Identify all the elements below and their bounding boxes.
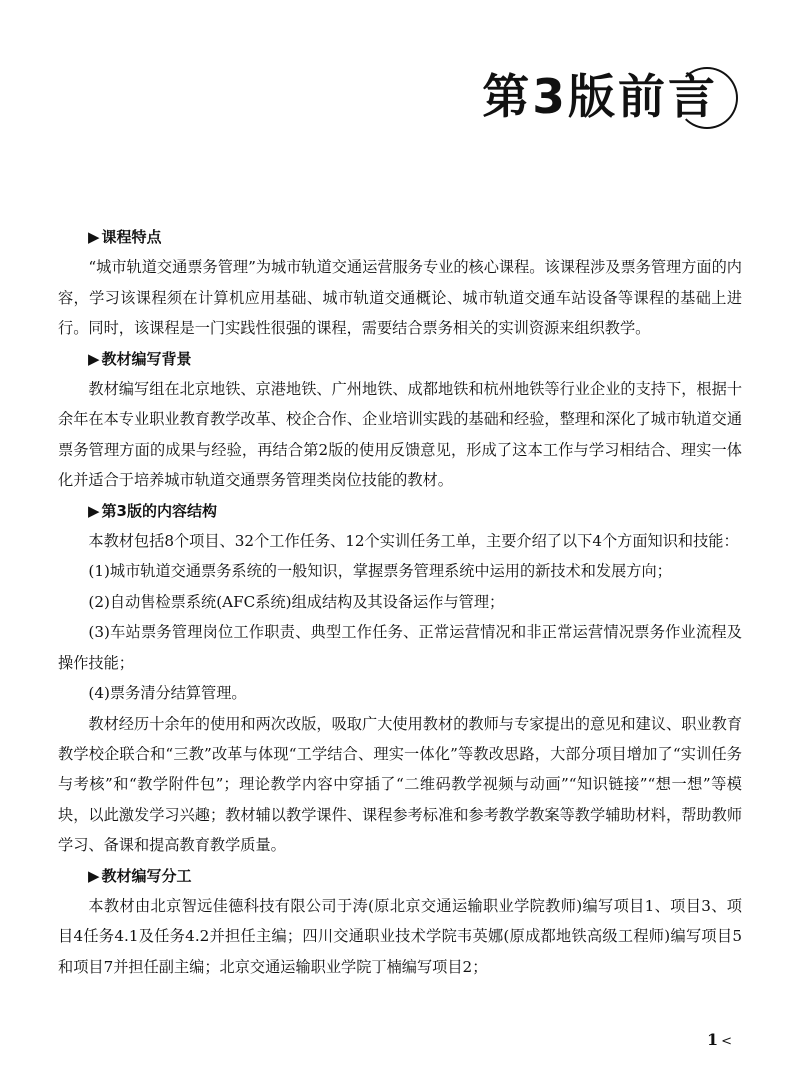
section-heading-text: 教材编写背景 bbox=[101, 349, 192, 368]
section-heading bbox=[58, 222, 742, 252]
triangle-bullet-icon: ▶ bbox=[88, 866, 100, 885]
paragraph: 教材编写组在北京地铁、京港地铁、广州地铁、成都地铁和杭州地铁等行业企业的支持下，根据十余年在本专业职业教育教学改革、校企合作、企业培训实践的基础和经验，整理和深化了城市轨道交通票务管理方面的成果与经验，再结合第2版的使用反馈意见，形成了这本工作与学习相结合、理实一体化并适合于培养城市轨道交通票务管理类岗位技能的教材。 bbox=[58, 380, 742, 490]
section-heading-text: 教材编写分工 bbox=[101, 866, 192, 885]
list-item: (3)车站票务管理岗位工作职责、典型工作任务、正常运营情况和非正常运营情况票务作业流程及操作技能； bbox=[58, 623, 742, 672]
paragraph: 本教材由北京智远佳德科技有限公司于涛(原北京交通运输职业学院教师)编写项目1、项目3、项目4任务4.1及任务4.2并担任主编；四川交通职业技术学院韦英娜(原成都地铁高级工程师)编写项目5和项目7并担任副主编；北京交通运输职业学院丁楠编写项目2； bbox=[58, 896, 742, 976]
main-content bbox=[58, 222, 742, 982]
title-block bbox=[482, 60, 732, 136]
section-heading-text: 课程特点 bbox=[101, 228, 162, 246]
title-arc-decoration bbox=[676, 67, 738, 129]
page-mark-icon: < bbox=[721, 1034, 732, 1049]
paragraph: “城市轨道交通票务管理”为城市轨道交通运营服务专业的核心课程。该课程涉及票务管理方面的内容，学习该课程须在计算机应用基础、城市轨道交通概论、城市轨道交通车站设备等课程的基础上进行。同时，该课程是一门实践性很强的课程，需要结合票务相关的实训资源来组织教学。 bbox=[58, 258, 742, 338]
section-authors bbox=[58, 861, 742, 983]
paragraph: 本教材包括8个项目、32个工作任务、12个实训任务工单，主要介绍了以下4个方面知识和技能： bbox=[88, 532, 739, 551]
page-number bbox=[707, 1030, 732, 1049]
triangle-bullet-icon: ▶ bbox=[88, 349, 100, 368]
section-course-features bbox=[58, 222, 742, 344]
section-writing-background bbox=[58, 344, 742, 496]
list-item: (2)自动售检票系统(AFC系统)组成结构及其设备运作与管理； bbox=[88, 592, 505, 611]
triangle-bullet-icon: ▶ bbox=[88, 501, 100, 520]
section-heading bbox=[58, 496, 742, 526]
triangle-bullet-icon: ▶ bbox=[88, 228, 100, 246]
section-heading-text: 第3版的内容结构 bbox=[101, 501, 217, 520]
list-item: (1)城市轨道交通票务系统的一般知识，掌握票务管理系统中运用的新技术和发展方向； bbox=[88, 562, 672, 581]
section-content-structure bbox=[58, 496, 742, 861]
page-title: 第3版前言 bbox=[482, 70, 718, 125]
paragraph: 教材经历十余年的使用和两次改版，吸取广大使用教材的教师与专家提出的意见和建议、职业教育教学校企联合和“三教”改革与体现“工学结合、理实一体化”等教改思路，大部分项目增加了“实训任务与考核”和“教学附件包”；理论教学内容中穿插了“二维码教学视频与动画”“知识链接”“想一想”等模块，以此激发学习兴趣；教材辅以教学课件、课程参考标准和参考教学教案等教学辅助材料，帮助教师学习、备课和提高教育教学质量。 bbox=[58, 714, 742, 855]
section-heading bbox=[58, 861, 742, 891]
list-item: (4)票务清分结算管理。 bbox=[88, 684, 247, 703]
page-number-text: 1 bbox=[706, 1030, 719, 1049]
section-heading bbox=[58, 344, 742, 374]
